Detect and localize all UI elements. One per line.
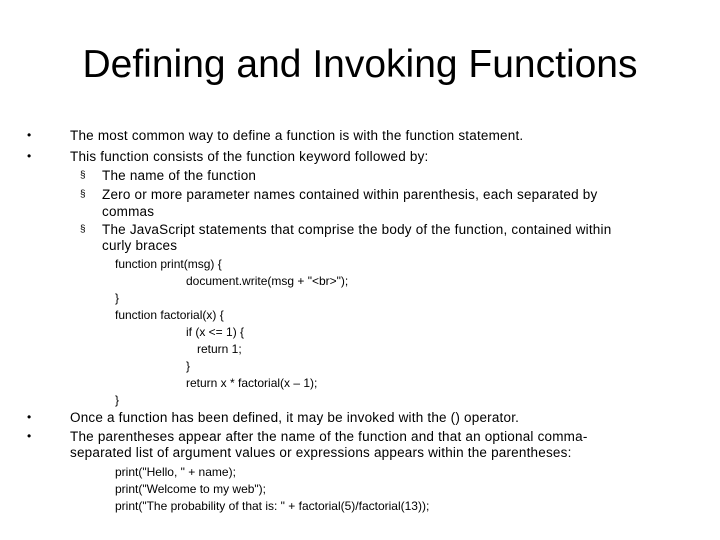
- code-line: document.write(msg + "<br>");: [186, 274, 349, 288]
- sub-bullet-marker: §: [80, 189, 86, 200]
- bullet-text-3: Once a function has been defined, it may be invoked with the () operator.: [70, 410, 520, 425]
- code-line: }: [115, 393, 120, 407]
- sub-bullet-text-2-cont: commas: [102, 204, 155, 219]
- sub-bullet-text-3-cont: curly braces: [102, 238, 178, 253]
- bullet-text-2: This function consists of the function keyword followed by:: [70, 149, 429, 164]
- code-line: return x * factorial(x – 1);: [186, 376, 318, 390]
- bullet-marker: •: [27, 410, 32, 424]
- sub-bullet-text-2: Zero or more parameter names contained within parenthesis, each separated by: [102, 187, 598, 202]
- code-line: }: [115, 291, 120, 305]
- bullet-marker: •: [27, 429, 32, 443]
- bullet-marker: •: [27, 128, 32, 142]
- code-line: print("Welcome to my web");: [115, 482, 267, 496]
- sub-bullet-marker: §: [80, 224, 86, 235]
- sub-bullet-marker: §: [80, 170, 86, 181]
- bullet-marker: •: [27, 149, 32, 163]
- bullet-text-4-cont: separated list of argument values or expressions appears within the parentheses:: [70, 445, 572, 460]
- code-line: if (x <= 1) {: [186, 325, 245, 339]
- code-line: function factorial(x) {: [115, 308, 224, 322]
- code-line: print("Hello, " + name);: [115, 465, 236, 479]
- slide-title: Defining and Invoking Functions: [82, 43, 638, 86]
- code-line: }: [186, 359, 191, 373]
- bullet-text-4: The parentheses appear after the name of the function and that an optional comma-: [70, 429, 588, 444]
- sub-bullet-text-1: The name of the function: [102, 168, 257, 183]
- sub-bullet-text-3: The JavaScript statements that comprise the body of the function, contained within: [102, 222, 612, 237]
- bullet-text-1: The most common way to define a function is with the function statement.: [70, 128, 524, 143]
- code-line: print("The probability of that is: " + factorial(5)/factorial(13));: [115, 499, 430, 513]
- code-line: function print(msg) {: [115, 257, 222, 271]
- code-line: return 1;: [197, 342, 242, 356]
